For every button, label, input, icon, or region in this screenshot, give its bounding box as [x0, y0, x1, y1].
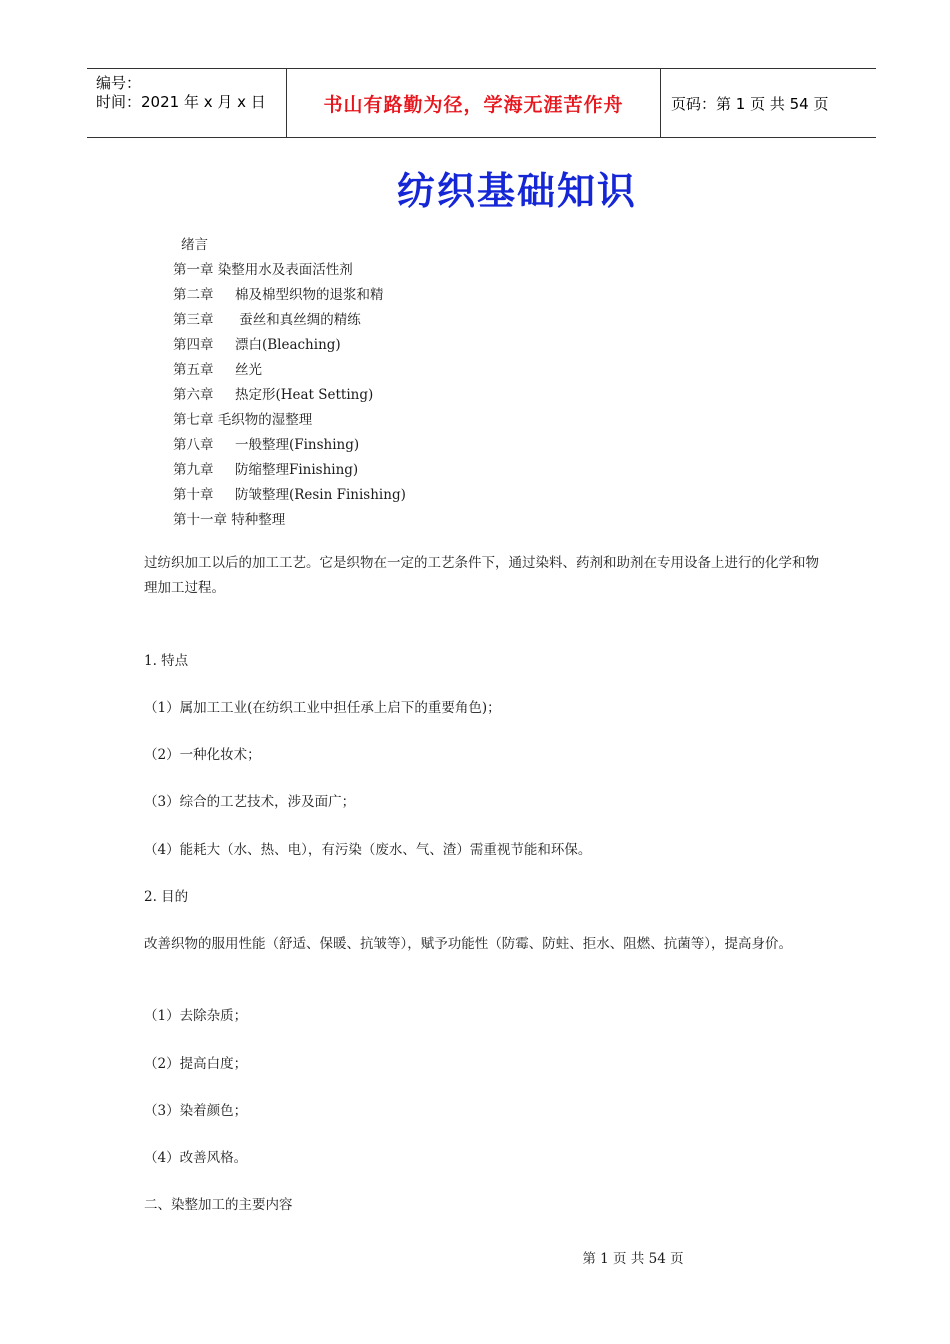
s1-item-1: （1）属加工工业(在纺织工业中担任承上启下的重要角色)； [144, 700, 501, 716]
header-meta-cell [87, 69, 287, 137]
s2-item-2: （2）提高白度； [144, 1056, 248, 1072]
toc-chapter-title: 蚕丝和真丝绸的精练 [213, 312, 361, 328]
toc-item [173, 308, 406, 333]
header-table [87, 68, 876, 138]
section-3-title: 二、染整加工的主要内容 [144, 1197, 293, 1213]
page-footer: 第 1 页 共 54 页 [582, 1251, 684, 1267]
section-2-title: 2. 目的 [144, 889, 189, 905]
toc-chapter-title: 特种整理 [227, 512, 286, 528]
toc-item [173, 283, 406, 308]
time-label: 时间：2021 年 x 月 x 日 [96, 93, 266, 111]
toc-item [173, 408, 406, 433]
s2-item-4: （4）改善风格。 [144, 1150, 248, 1166]
serial-number-label: 编号： [96, 74, 142, 92]
toc-item [173, 258, 406, 283]
intro-paragraph: 过纺织加工以后的加工工艺。它是织物在一定的工艺条件下，通过染料、药剂和助剂在专用设备上进行的化学和物理加工过程。 [144, 555, 819, 596]
document-title: 纺织基础知识 [396, 169, 637, 213]
motto-cell [287, 69, 661, 137]
toc-chapter-number: 第三章 [173, 312, 214, 328]
s1-item-3: （3）综合的工艺技术，涉及面广； [144, 794, 356, 810]
s1-item-2: （2）一种化妆术； [144, 747, 261, 763]
toc-chapter-title: 一般整理(Finshing) [213, 437, 360, 453]
toc-chapter-number: 第九章 [173, 462, 214, 478]
toc-chapter-number: 第六章 [173, 387, 214, 403]
toc-chapter-number: 第七章 [173, 412, 214, 428]
toc-chapter-title: 热定形(Heat Setting) [213, 387, 374, 403]
toc-chapter-number: 第八章 [173, 437, 214, 453]
toc-item [173, 458, 406, 483]
table-of-contents [173, 233, 406, 533]
toc-chapter-number: 绪言 [181, 237, 208, 253]
toc-item [173, 483, 406, 508]
s1-item-4: （4）能耗大（水、热、电），有污染（废水、气、渣）需重视节能和环保。 [144, 842, 592, 858]
toc-chapter-number: 第一章 [173, 262, 214, 278]
toc-item [173, 333, 406, 358]
toc-item [173, 433, 406, 458]
s2-paragraph: 改善织物的服用性能（舒适、保暖、抗皱等），赋予功能性（防霉、防蛀、拒水、阻燃、抗菌等），提高身价。 [144, 936, 792, 952]
toc-chapter-number: 第二章 [173, 287, 214, 303]
toc-chapter-title: 棉及棉型织物的退浆和精 [213, 287, 384, 303]
toc-chapter-title: 丝光 [213, 362, 262, 378]
page-info: 页码：第 1 页 共 54 页 [671, 94, 829, 113]
toc-item [173, 383, 406, 408]
s2-item-3: （3）染着颜色； [144, 1103, 248, 1119]
toc-item [173, 233, 406, 258]
toc-chapter-title: 防皱整理(Resin Finishing) [213, 487, 406, 503]
toc-chapter-number: 第五章 [173, 362, 214, 378]
toc-chapter-title: 毛织物的湿整理 [213, 412, 313, 428]
toc-item [173, 358, 406, 383]
toc-item [173, 508, 406, 533]
toc-chapter-number: 第十一章 [173, 512, 227, 528]
page-info-cell [661, 69, 876, 137]
toc-chapter-title: 防缩整理Finishing) [213, 462, 359, 478]
s2-item-1: （1）去除杂质； [144, 1008, 248, 1024]
motto-text: 书山有路勤为径，学海无涯苦作舟 [323, 93, 624, 116]
toc-chapter-title: 染整用水及表面活性剂 [213, 262, 353, 278]
toc-chapter-number: 第十章 [173, 487, 214, 503]
toc-chapter-number: 第四章 [173, 337, 214, 353]
section-1-title: 1. 特点 [144, 653, 189, 669]
toc-chapter-title: 漂白(Bleaching) [213, 337, 341, 353]
